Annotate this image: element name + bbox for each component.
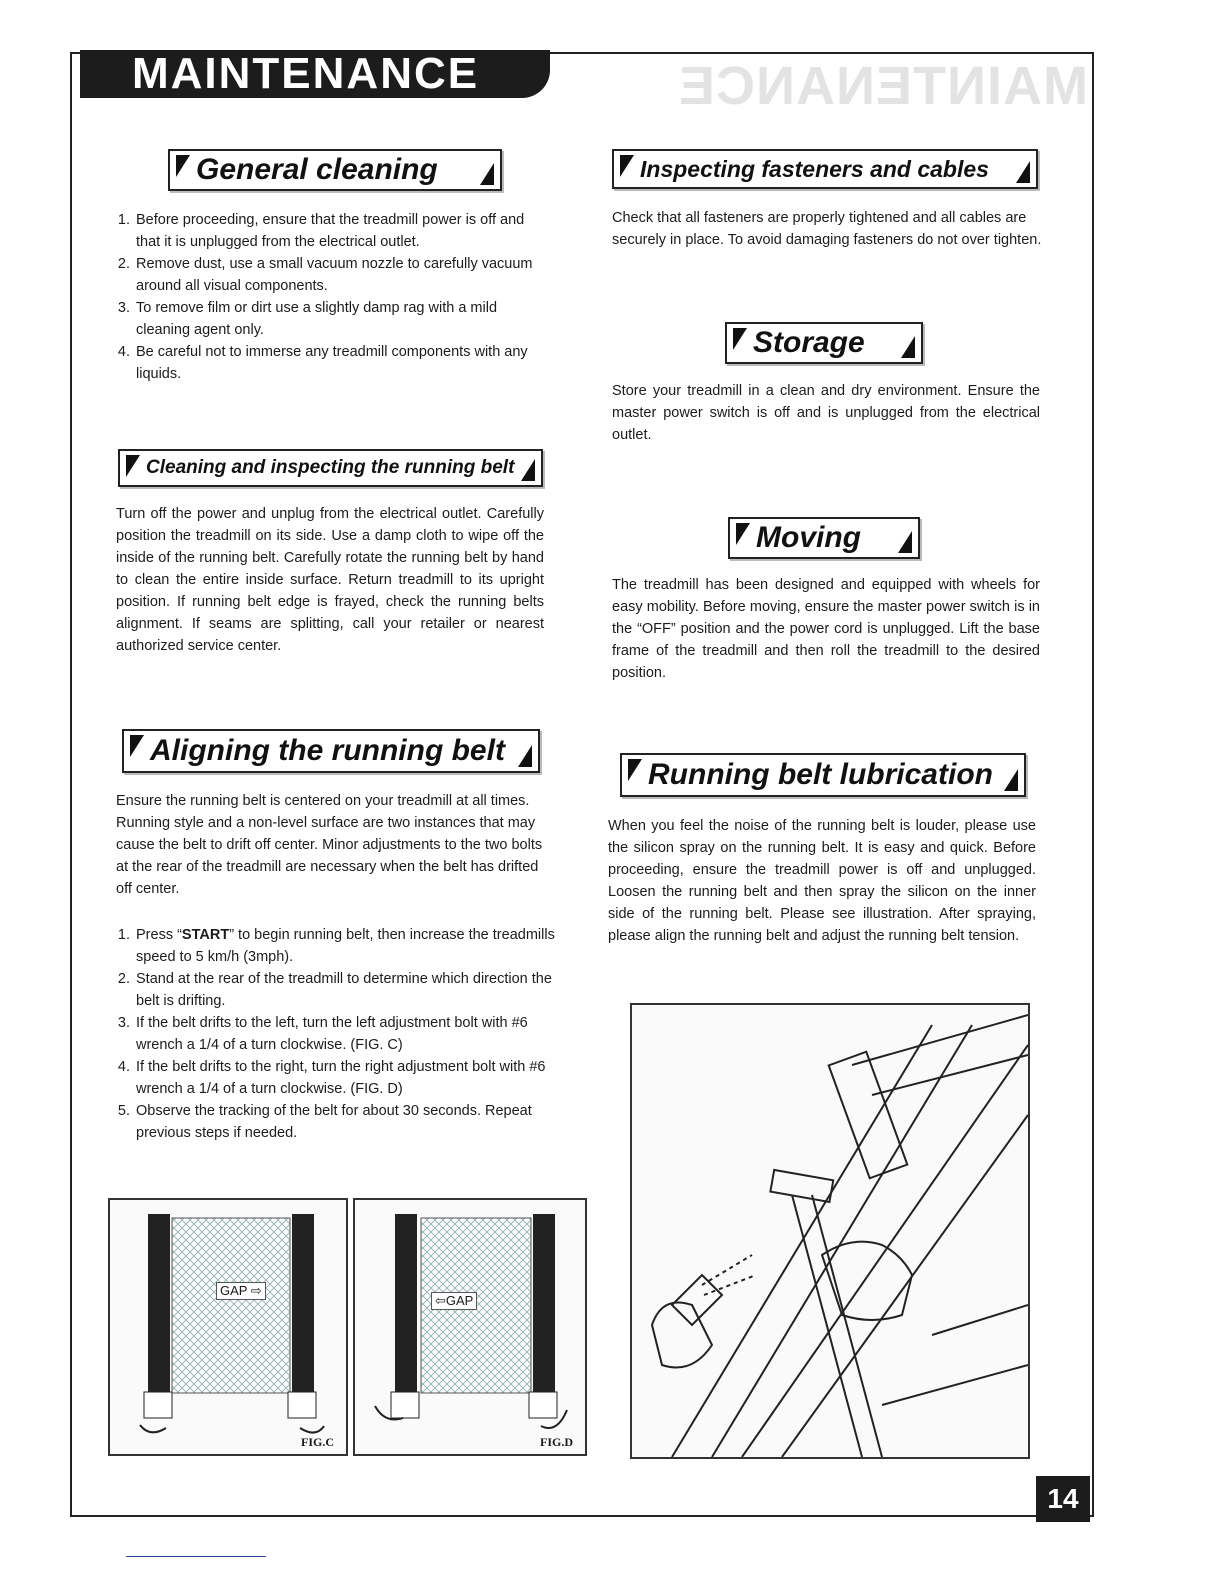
heading-triangle-icon	[733, 328, 747, 350]
heading-general-cleaning	[168, 149, 502, 191]
heading-triangle-icon	[126, 455, 140, 477]
heading-text: Moving	[756, 521, 861, 554]
heading-storage	[725, 322, 923, 364]
footer-rule	[126, 1556, 266, 1557]
heading-triangle-icon	[901, 336, 915, 358]
start-keyword: START	[181, 927, 230, 943]
general-cleaning-steps	[116, 209, 536, 385]
figure-d	[353, 1198, 587, 1456]
storage-text: Store your treadmill in a clean and dry environment. Ensure the master power switch is off and is unplugged from the electrical outlet.	[612, 383, 1040, 443]
figure-label: FIG.D	[540, 1435, 573, 1449]
heading-triangle-icon	[176, 155, 190, 177]
heading-triangle-icon	[1004, 769, 1018, 791]
step-text: Press “	[136, 927, 182, 943]
gap-label: GAP ⇨	[216, 1282, 266, 1300]
aligning-intro: Ensure the running belt is centered on your treadmill at all times. Running style and a non-level surface are two instances that may cause the belt to drift off center. Minor adjustments to the two bolts at the rear of the treadmill are necessary when the belt has drifted off center.	[116, 793, 543, 897]
mirrored-bleed-through-title: MAINTENANCE	[678, 56, 1088, 116]
belt-drift-right-illustration	[355, 1200, 585, 1454]
cleaning-belt-text: Turn off the power and unplug from the electrical outlet. Carefully position the treadmill on its side. Use a damp cloth to wipe off the inside of the running belt. Carefully rotate the running belt by hand to clean the entire inside surface. Return treadmill to its upright position. If running belt edge is frayed, check the running belts alignment. If seams are splitting, call your retailer or nearest authorized service center.	[116, 506, 544, 654]
heading-triangle-icon	[518, 745, 532, 767]
page-title: MAINTENANCE	[132, 49, 480, 98]
heading-text: Inspecting fasteners and cables	[640, 155, 989, 182]
heading-triangle-icon	[898, 531, 912, 553]
list-item: 2. Stand at the rear of the treadmill to determine which direction the belt is drifting.	[134, 968, 556, 1012]
list-item: 1. Before proceeding, ensure that the treadmill power is off and that it is unplugged from the electrical outlet.	[134, 209, 536, 253]
silicon-spray-illustration	[632, 1005, 1028, 1457]
step-text: ” to begin running belt, then increase the treadmills speed to 5 km/h (3mph).	[136, 927, 555, 965]
heading-text: General cleaning	[196, 153, 438, 186]
list-item: 2. Remove dust, use a small vacuum nozzle to carefully vacuum around all visual components.	[134, 253, 536, 297]
aligning-steps	[116, 924, 556, 1144]
heading-triangle-icon	[521, 459, 535, 481]
heading-triangle-icon	[736, 523, 750, 545]
list-item: 4. Be careful not to immerse any treadmill components with any liquids.	[134, 341, 536, 385]
heading-triangle-icon	[620, 155, 634, 177]
moving-text: The treadmill has been designed and equipped with wheels for easy mobility. Before moving, ensure the master power switch is in the “OFF” position and the power cord is unplugged. Lift the base frame of the treadmill and then roll the treadmill to the desired position.	[612, 577, 1040, 681]
heading-aligning-belt	[122, 729, 540, 773]
list-item: 3. To remove film or dirt use a slightly damp rag with a mild cleaning agent only.	[134, 297, 536, 341]
list-item: 4. If the belt drifts to the right, turn the right adjustment bolt with #6 wrench a 1/4 of a turn clockwise. (FIG. D)	[134, 1056, 556, 1100]
heading-text: Storage	[753, 326, 865, 359]
heading-fasteners	[612, 149, 1038, 189]
fasteners-text: Check that all fasteners are properly tightened and all cables are securely in place. To avoid damaging fasteners do not over tighten.	[612, 210, 1042, 248]
heading-moving	[728, 517, 920, 559]
heading-lubrication	[620, 753, 1026, 797]
belt-drift-left-illustration	[110, 1200, 346, 1454]
gap-label: ⇦GAP	[431, 1292, 477, 1310]
heading-text: Cleaning and inspecting the running belt	[146, 457, 515, 478]
heading-text: Running belt lubrication	[648, 758, 993, 791]
page-number: 14	[1036, 1476, 1090, 1522]
heading-triangle-icon	[130, 735, 144, 757]
heading-text: Aligning the running belt	[150, 734, 505, 767]
figure-c	[108, 1198, 348, 1456]
heading-triangle-icon	[480, 163, 494, 185]
lubrication-text: When you feel the noise of the running belt is louder, please use the silicon spray on the running belt. It is easy and quick. Before proceeding, ensure the treadmill power is off and unplugged. Loosen the running belt and then spray the silicon on the inner side of the running belt. Please see illustration. After spraying, please align the running belt and adjust the running belt tension.	[608, 818, 1036, 944]
page-title-banner	[80, 50, 550, 98]
list-item: 5. Observe the tracking of the belt for about 30 seconds. Repeat previous steps if needed.	[134, 1100, 556, 1144]
heading-cleaning-belt	[118, 449, 543, 487]
figure-label: FIG.C	[301, 1435, 334, 1449]
list-item	[134, 924, 556, 968]
lubrication-illustration	[630, 1003, 1030, 1459]
list-item: 3. If the belt drifts to the left, turn the left adjustment bolt with #6 wrench a 1/4 of a turn clockwise. (FIG. C)	[134, 1012, 556, 1056]
heading-triangle-icon	[1016, 161, 1030, 183]
heading-triangle-icon	[628, 759, 642, 781]
